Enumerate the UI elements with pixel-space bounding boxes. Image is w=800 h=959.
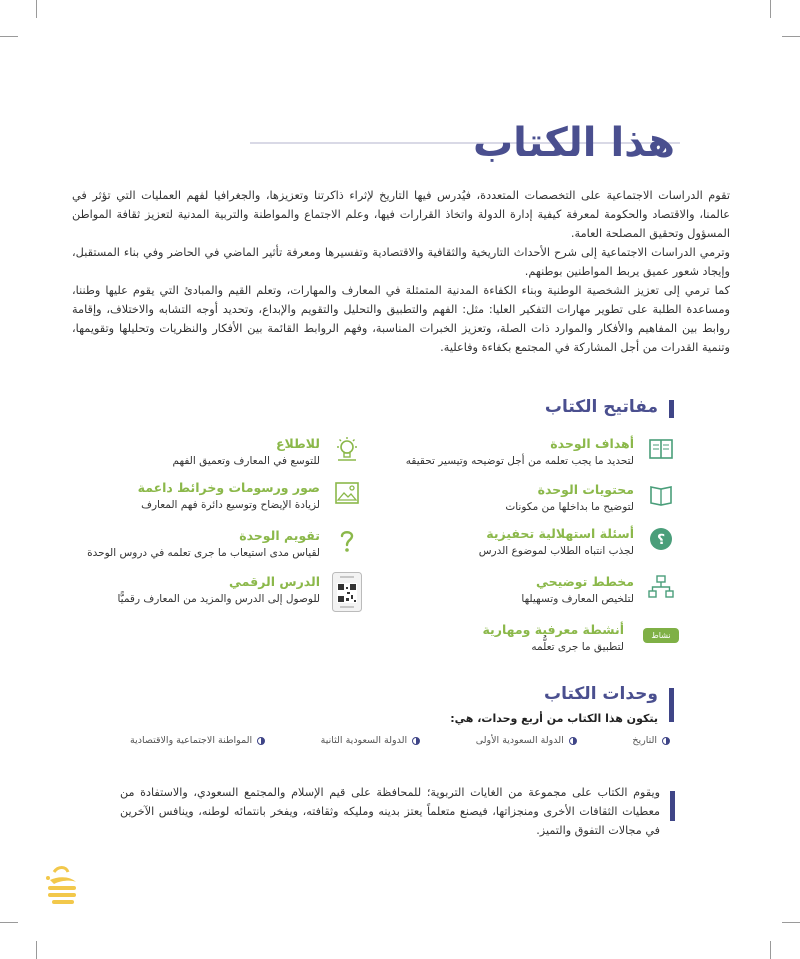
key-desc: لتوضيح ما بداخلها من مكونات <box>505 501 634 513</box>
key-desc: لتحديد ما يجب تعلمه من أجل توضيحه وتيسير تحقيقه <box>405 455 634 467</box>
crop-mark <box>36 0 37 18</box>
intro-text <box>72 186 730 357</box>
intro-paragraph: تقوم الدراسات الاجتماعية على التخصصات المتعددة، فيُدرس فيها التاريخ لإثراء ذاكرتنا وتعزيزها، والجغرافيا لفهم العمليات التي تؤثر في عالمنا، والاقتصاد والحكومة لمعرفة كيفية إدارة الدولة واتخاذ القرارات فيها، وعلم الاجتماع والمواطنة والتربية المدنية لتعزيز ثقافة المواطن المسؤول وتحقيق المصلحة العامة. <box>72 189 730 240</box>
half-circle-icon <box>569 737 577 745</box>
key-desc: لتلخيص المعارف وتسهيلها <box>521 593 634 605</box>
activity-badge-icon <box>640 622 682 648</box>
key-desc: لزيادة الإيضاح وتوسيع دائرة فهم المعارف <box>141 499 320 511</box>
goals-text: ويقوم الكتاب على مجموعة من الغايات التربوية؛ للمحافظة على قيم الإسلام والمجتمع السعودي، والاستفادة من معطيات الثقافات الأخرى ومنجزاتها، فيصنع متعلماً يعتز بدينه ومليكه وثقافته، ويفخر بانتمائه لوطنه، وينافس الآخرين في مجالات التفوق والتميز. <box>120 786 660 837</box>
publisher-logo <box>44 866 80 908</box>
section-marker <box>669 688 674 722</box>
intro-paragraph: وترمي الدراسات الاجتماعية إلى شرح الأحداث التاريخية والثقافية والاقتصادية وتفسيرها ومعرفة تأثير الماضي في الحاضر وفي بناء المستقبل، وإيجاد شعور عميق يربط المواطنين بوطنهم. <box>72 246 730 278</box>
crop-mark <box>770 941 771 959</box>
key-title: أهداف الوحدة <box>550 436 634 451</box>
crop-mark <box>0 36 18 37</box>
lightbulb-icon <box>334 436 360 462</box>
key-title: تقويم الوحدة <box>239 528 320 543</box>
unit-label: التاريخ <box>632 735 657 746</box>
key-title: أنشطة معرفية ومهارية <box>482 622 624 637</box>
crop-mark <box>36 941 37 959</box>
key-desc: لجذب انتباه الطلاب لموضوع الدرس <box>478 545 634 557</box>
question-circle-icon <box>648 526 674 552</box>
keys-heading: مفاتيح الكتاب <box>544 397 658 417</box>
key-title: الدرس الرقمي <box>229 574 320 589</box>
activity-badge: نشاط <box>643 628 678 643</box>
key-title: صور ورسومات وخرائط داعمة <box>137 480 320 495</box>
section-marker <box>670 791 675 821</box>
unit-item <box>632 735 670 746</box>
network-icon <box>648 574 674 600</box>
section-marker <box>669 400 674 418</box>
key-title: محتويات الوحدة <box>537 482 634 497</box>
key-title: مخطط توضيحي <box>535 574 634 589</box>
unit-label: الدولة السعودية الثانية <box>320 735 408 746</box>
crop-mark <box>782 922 800 923</box>
crop-mark <box>770 0 771 18</box>
qr-code-icon <box>332 572 362 612</box>
page-title: هذا الكتاب <box>472 120 675 166</box>
book-open-icon <box>648 436 674 462</box>
key-desc: لتطبيق ما جرى تعلُّمه <box>531 641 624 653</box>
unit-label: الدولة السعودية الأولى <box>475 735 564 746</box>
half-circle-icon <box>662 737 670 745</box>
svg-text:؟: ؟ <box>656 532 666 548</box>
unit-label: المواطنة الاجتماعية والاقتصادية <box>130 735 253 746</box>
units-list <box>130 735 670 746</box>
crop-mark <box>782 36 800 37</box>
image-icon <box>334 480 360 506</box>
question-mark-icon <box>334 528 360 554</box>
key-desc: للتوسع في المعارف وتعميق الفهم <box>172 455 320 467</box>
unit-item <box>130 735 265 746</box>
unit-item <box>321 735 421 746</box>
intro-paragraph: كما ترمي إلى تعزيز الشخصية الوطنية وبناء الكفاءة المدنية المتمثلة في المعارف والمهارات، وتعلم القيم والمبادئ التي يقوم عليها وطننا، ومساعدة الطلبة على تطوير مهارات التفكير العليا: مثل: الفهم والتطبيق والتحليل والتقويم والإبداع، وتحديد أوجه التشابه والاختلاف، وإقامة روابط بين المفاهيم والأفكار والموارد ذات الصلة، وتعزيز الخبرات المناسبة، وفهم الروابط القائمة بين الأفكار والنظريات وتحليلها وتقويمها، وتنمية القدرات من أجل المشاركة في المجتمع بكفاءة وفاعلية. <box>72 284 730 354</box>
units-subtitle: يتكون هذا الكتاب من أربع وحدات، هي: <box>450 712 658 725</box>
half-circle-icon <box>412 737 420 745</box>
key-title: للاطلاع <box>276 436 320 451</box>
crop-mark <box>0 922 18 923</box>
half-circle-icon <box>257 737 265 745</box>
key-desc: للوصول إلى الدرس والمزيد من المعارف رقميًّا <box>117 593 320 605</box>
key-title: أسئلة استهلالية تحفيزية <box>486 526 634 541</box>
key-desc: لقياس مدى استيعاب ما جرى تعلمه في دروس الوحدة <box>87 547 320 559</box>
book-list-icon <box>648 482 674 508</box>
units-heading: وحدات الكتاب <box>544 684 658 704</box>
unit-item <box>476 735 577 746</box>
